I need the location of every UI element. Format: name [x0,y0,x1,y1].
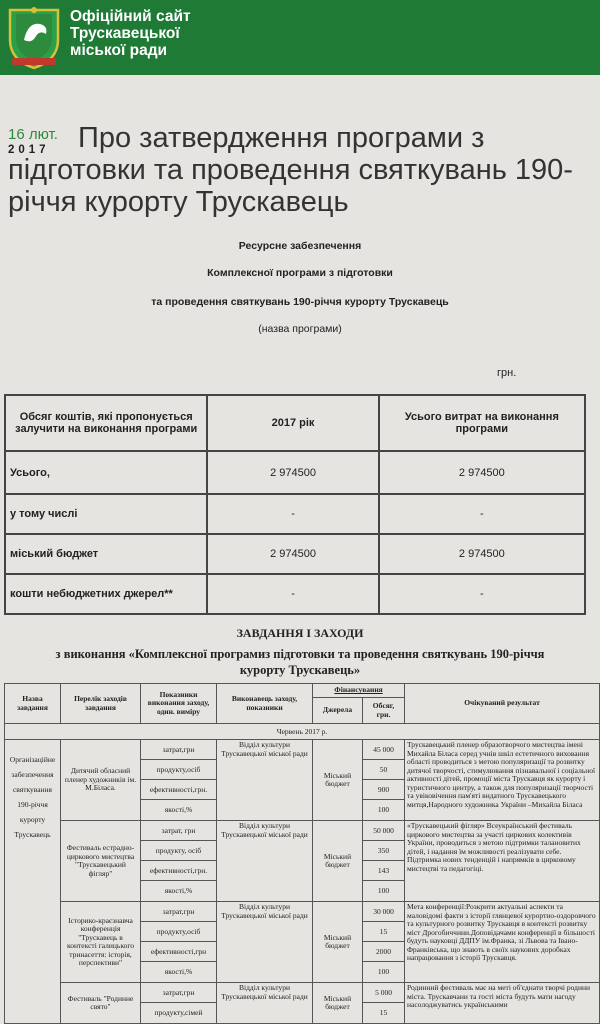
table-row [5,740,600,821]
table-row [5,494,585,534]
indicator: продукту,осіб [141,760,216,780]
header-amount: Обсяг коштів, які пропонується залучити на виконання програми [5,395,207,451]
executor: Відділ культури Трускавецької міської ради [217,821,313,902]
row-label: міський бюджет [5,534,207,574]
resource-heading-3: та проведення святкувань 190-річчя курорту Трускавець [151,296,449,308]
funding-source: Міський бюджет [313,902,363,983]
row-label: кошти небюджетних джерел** [5,574,207,614]
volume-value: 100 [377,805,390,814]
indicator: продукту, осіб [141,841,216,861]
site-title-line-1: Офіційний сайт [70,8,191,25]
measure-name: Історико-краєзнавча конференція "Трускавець в контексті галицького тринасеття: історія, перспективи" [61,902,141,983]
post-date-year: 2017 [8,144,50,156]
volume-value: 30 000 [363,902,404,922]
table-row [5,821,600,902]
resource-table [4,394,586,615]
expected-result: Мета конференції:Розкрити актуальні аспекти та маловідомі факти з історії глянцевої курортно-оздоровчого та культурного розвитку Трускавця в контексті розвитку міст Дрогобиччини.Доповідачами конференції в більшості будуть науковці ДДПУ ім.Франка, зі Львова та Івано-Франківська, що знають в своїх наукових доробках напрацювання з історії Трускавця. [405,902,600,983]
indicator: якості,% [164,886,193,895]
volume-value: 45 000 [363,740,404,760]
table-row [5,451,585,494]
header-source: Джерела [313,698,363,724]
resource-heading-2: Комплексної програми з підготовки [207,267,393,279]
currency-unit: грн. [497,367,517,379]
table-header-row [5,395,585,451]
expected-result: Трускавецький пленер образотворчого мистецтва імені Михайла Біласа серед учнів шкіл естетичного виховання області проводиться з метою популяризації та розвитку дитячої творчості, стимулювання пізнавальної і соціальної активності дітей, промоції міста Трускавця як курорту і туристичного центру, а також для популяризації творчості та увіковічення пам'яті видатного Трускавецького митця,Народного художника України –Михайла Біласа [405,740,600,821]
volume-value: 50 [363,760,404,780]
header-year: 2017 рік [207,395,378,451]
tasks-title: ЗАВДАННЯ І ЗАХОДИ [236,626,364,640]
indicator: якості,% [164,805,193,814]
site-header [0,0,600,75]
table-row [5,902,600,983]
header-measures: Перелік заходів завдання [61,684,141,724]
header-task: Назва завдання [5,684,61,724]
month-row: Червень 2017 р. [5,724,600,740]
tasks-table [4,683,600,1024]
measure-name: Дитячий обласний пленер художників ім. М.Біласа. [61,740,141,821]
volume-value: 350 [363,841,404,861]
executor: Відділ культури Трускавецької міської ради [217,740,313,821]
volume-value: 15 [379,1008,388,1017]
indicator: якості,% [164,967,193,976]
indicator: ефективності,грн [141,942,216,962]
indicator: продукту,осіб [141,922,216,942]
expected-result: Родинний фестиваль має на меті об'єднати творчі родини міста. Трускавчани та гості міста будуть мати нагоду насолоджуватись українськими [405,983,600,1024]
executor: Відділ культури Трускавецької міської ради [217,983,313,1024]
table-row [5,574,585,614]
row-year-value: - [207,494,378,534]
row-label: Усього, [5,451,207,494]
row-year-value: - [207,574,378,614]
site-title[interactable] [70,8,191,59]
page-title [8,122,598,218]
row-total-value: - [379,494,585,534]
funding-source: Міський бюджет [313,821,363,902]
volume-value: 2000 [363,942,404,962]
row-total-value: 2 974500 [379,534,585,574]
header-total: Усього витрат на виконання програми [379,395,585,451]
volume-value: 100 [377,886,390,895]
measure-name: Фестиваль "Родинне свято" [61,983,141,1024]
volume-value: 100 [377,967,390,976]
row-total-value: - [379,574,585,614]
header-indicators: Показники виконання заходу, один. виміру [141,684,217,724]
site-title-line-3: міської ради [70,42,168,59]
expected-result: «Трускавецький фігляр» Всеукраїнський фестиваль циркового мистецтва за участі циркових колективів України, проводиться з метою підтримки талановитих дітей, і надання їм можливості реалізувати себе. Підтримка нових тенденцій і напрямків в цирковому мистецтві та педагогіці. [405,821,600,902]
indicator: затрат,грн [141,983,216,1003]
indicator: продукту,сімей [154,1008,203,1017]
funding-source: Міський бюджет [313,740,363,821]
funding-source: Міський бюджет [313,983,363,1024]
volume-value: 900 [363,780,404,800]
header-executor: Виконавець заходу, показники [217,684,313,724]
indicator: ефективності,грн. [141,861,216,881]
executor: Відділ культури Трускавецької міської ради [217,902,313,983]
volume-value: 15 [363,922,404,942]
resource-heading-1: Ресурсне забезпечення [238,240,362,252]
row-total-value: 2 974500 [379,451,585,494]
indicator: ефективності,грн. [141,780,216,800]
row-year-value: 2 974500 [207,451,378,494]
indicator: затрат, грн [141,821,216,841]
page-title-text: Про затвердження програми з підготовки та проведення святкувань 190-річчя курорту Трускавець [8,122,573,218]
volume-value: 50 000 [363,821,404,841]
post-date-day: 16 лют. [8,126,58,143]
volume-value: 5 000 [363,983,404,1003]
resource-heading-4: (назва програми) [258,323,342,335]
row-label: у тому числі [5,494,207,534]
table-row [5,983,600,1024]
header-volume: Обсяг, грн. [363,698,405,724]
tasks-subtitle: з виконання «Комплексної програмиз підготовки та проведення святкувань 190-річчя курорту Трускавець» [55,647,545,677]
table-row [5,534,585,574]
tasks-header-row [5,684,600,698]
indicator: затрат,грн [141,902,216,922]
measure-name: Фестиваль естрадно-циркового мистецтва "Трускавецький фігляр" [61,821,141,902]
header-financing: Фінансування [313,684,405,698]
row-year-value: 2 974500 [207,534,378,574]
task-name: Організаційне забезпечення святкування 190-річчя курорту Трускавець [5,740,61,1024]
site-title-line-2: Трускавецької [70,25,180,42]
header-result: Очікуваний результат [405,684,600,724]
indicator: затрат,грн [141,740,216,760]
city-coat-of-arms-logo[interactable] [6,4,62,70]
volume-value: 143 [363,861,404,881]
